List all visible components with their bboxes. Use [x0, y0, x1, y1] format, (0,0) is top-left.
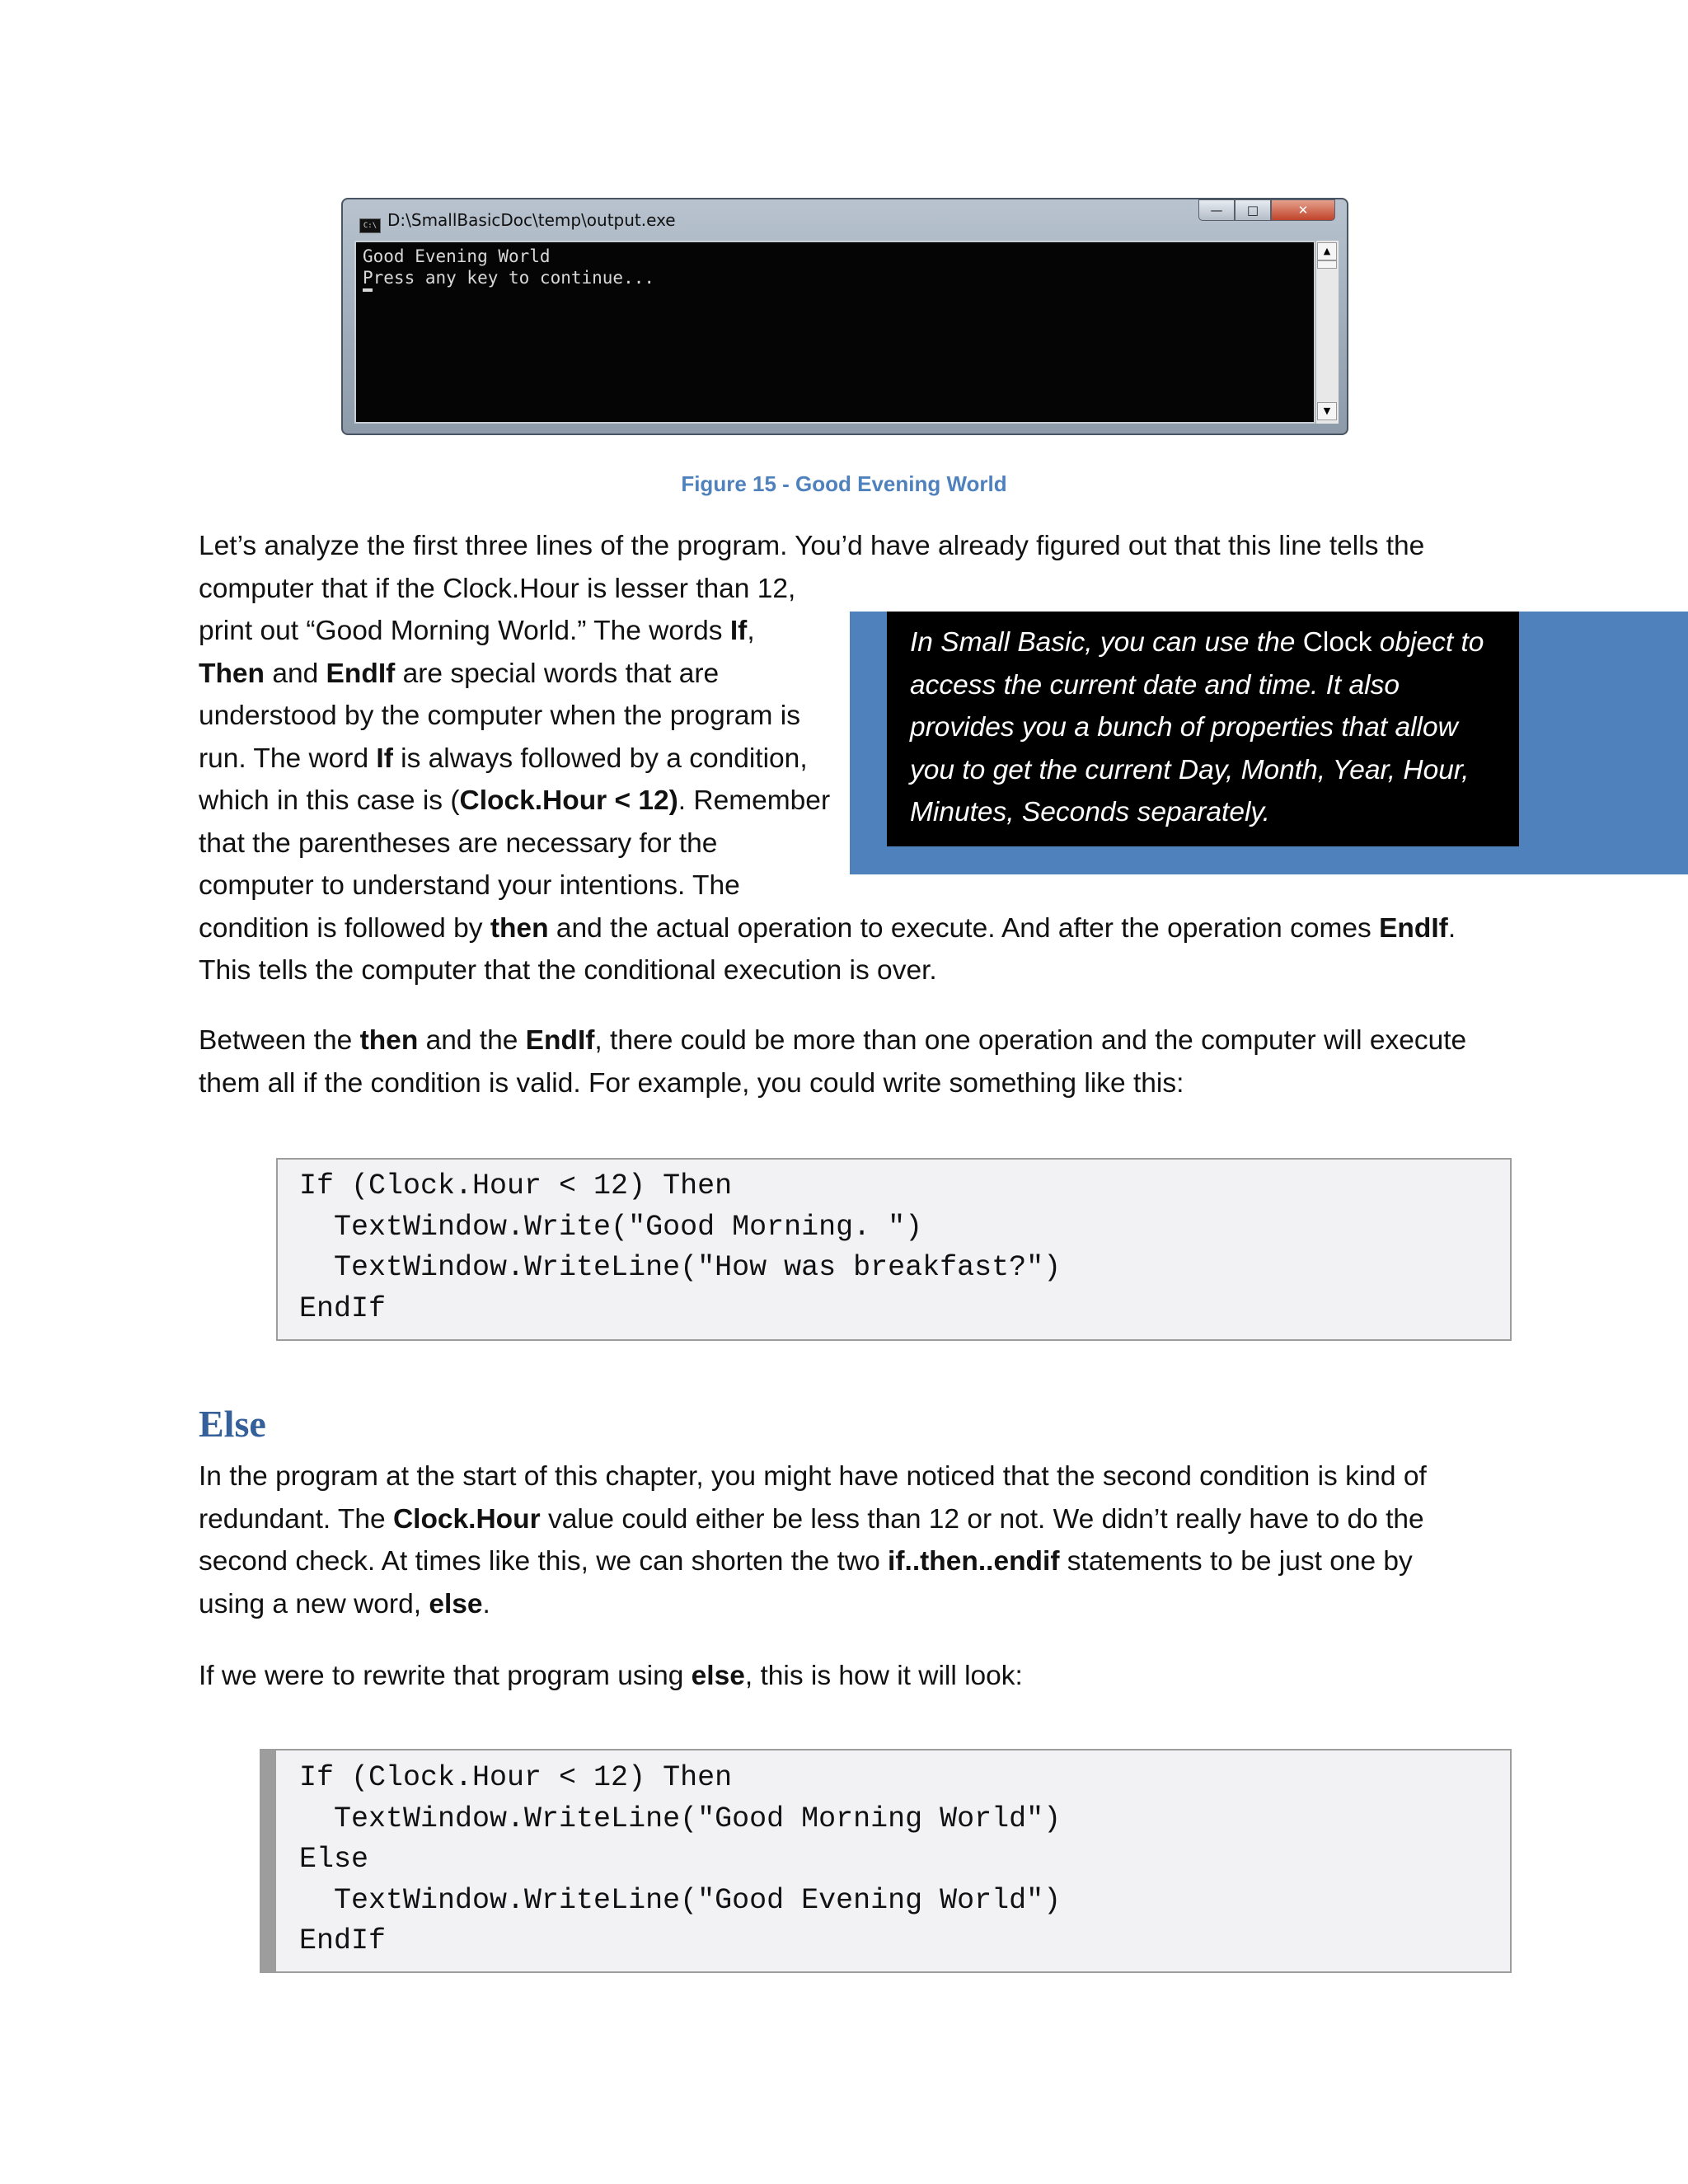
console-scrollbar[interactable] [1315, 241, 1339, 424]
text-span: . [482, 1588, 490, 1619]
note-line: access the current date and time. It also [910, 669, 1400, 701]
text-line: In the program at the start of this chapter, you might have noticed that the second condition is kind of [199, 1461, 1427, 1492]
text-line [199, 1498, 1427, 1541]
paragraph-else-intro [199, 1455, 1427, 1625]
text-span: value could either be less than 12 or not. We didn’t really have to do the [540, 1503, 1424, 1535]
scroll-up-icon[interactable]: ▲ [1317, 242, 1337, 260]
keyword-then: Then [199, 658, 265, 689]
text-span: is always followed by a condition, [392, 743, 808, 774]
close-icon[interactable]: ✕ [1271, 199, 1335, 221]
code-line: If (Clock.Hour < 12) Then [299, 1169, 733, 1202]
keyword-else: else [429, 1588, 483, 1619]
keyword-else: else [691, 1661, 745, 1691]
keyword-if: If [376, 743, 393, 774]
keyword-then: then [490, 912, 549, 944]
window-buttons [1198, 199, 1335, 223]
text-line: computer to understand your intentions. The [199, 870, 740, 901]
text-line: them all if the condition is valid. For example, you could write something like this: [199, 1067, 1184, 1099]
code-line: Else [299, 1843, 369, 1876]
text-span: , this is how it will look: [744, 1661, 1023, 1691]
note-line [910, 621, 1501, 664]
text-span: condition is followed by [199, 912, 490, 944]
code-line: TextWindow.WriteLine("Good Evening World") [299, 1883, 1062, 1917]
keyword-condition: Clock.Hour < 12) [459, 785, 678, 816]
text-span: are special words that are [395, 658, 720, 689]
text-line: that the parentheses are necessary for the [199, 827, 718, 859]
text-span: redundant. The [199, 1503, 393, 1535]
keyword-if-then-endif: if..then..endif [888, 1546, 1060, 1577]
code-line: TextWindow.Write("Good Morning. ") [299, 1210, 923, 1244]
text-line [199, 1655, 1023, 1698]
keyword-clock-hour: Clock.Hour [392, 1503, 541, 1535]
console-title-bar [359, 209, 676, 233]
code-line: EndIf [299, 1291, 387, 1325]
text-span: run. The word [199, 743, 377, 774]
text-span: using a new word, [199, 1588, 429, 1619]
text-span: object to [1372, 627, 1484, 658]
minimize-icon[interactable]: — [1198, 199, 1235, 221]
console-app-icon: C:\ [359, 218, 381, 233]
text-span: , [747, 616, 755, 646]
figure-caption: Figure 15 - Good Evening World [681, 471, 1007, 496]
text-line: computer that if the Clock.Hour is lesser than 12, [199, 573, 796, 604]
section-heading-else: Else [199, 1403, 266, 1445]
paragraph-multiple-operations [199, 1019, 1466, 1104]
text-span: and the [418, 1025, 526, 1056]
paragraph-rewrite [199, 1655, 1023, 1698]
text-span: statements to be just one by [1059, 1546, 1413, 1577]
text-line [199, 907, 1456, 950]
text-span: Between the [199, 1025, 360, 1056]
keyword-endif: EndIf [525, 1025, 595, 1056]
keyword-then: then [359, 1025, 419, 1056]
console-screen [354, 241, 1315, 424]
scroll-down-icon[interactable]: ▼ [1317, 402, 1337, 420]
text-line [199, 1540, 1427, 1583]
note-line: provides you a bunch of properties that allow [910, 712, 1458, 743]
code-block-example [276, 1158, 1512, 1341]
text-line [199, 1583, 1427, 1626]
code-block-else-example [260, 1749, 1512, 1973]
text-span: and the actual operation to execute. And after the operation comes [548, 912, 1380, 944]
keyword-endif: EndIf [326, 658, 396, 689]
text-span: , there could be more than one operation and the computer will execute [594, 1025, 1467, 1056]
text-span: which in this case is ( [199, 785, 460, 816]
note-line: you to get the current Day, Month, Year, Hour, [910, 754, 1470, 785]
text-line: This tells the computer that the conditional execution is over. [199, 955, 937, 986]
code-block-accent-bar [260, 1749, 276, 1973]
console-output [363, 246, 654, 288]
maximize-icon[interactable]: □ [1235, 199, 1271, 221]
scroll-thumb[interactable] [1317, 260, 1337, 269]
note-clock-word: Clock [1302, 627, 1372, 658]
text-span: print out “Good Morning World.” The words [199, 616, 730, 646]
text-line: Let’s analyze the first three lines of the program. You’d have already figured out that this line tells the [199, 531, 1425, 561]
code-line: EndIf [299, 1924, 387, 1957]
keyword-if: If [729, 616, 748, 646]
text-line: understood by the computer when the program is [199, 701, 800, 731]
text-span: and [265, 658, 326, 689]
text-span: In Small Basic, you can use the [910, 627, 1303, 658]
code-line: TextWindow.WriteLine("Good Morning World") [299, 1802, 1062, 1835]
note-line: Minutes, Seconds separately. [910, 797, 1270, 827]
text-span: second check. At times like this, we can shorten the two [199, 1546, 889, 1577]
text-span: . [1447, 912, 1456, 944]
console-window [341, 198, 1348, 435]
text-line [199, 1019, 1466, 1062]
text-span: If we were to rewrite that program using [199, 1661, 692, 1691]
clock-note [887, 612, 1519, 846]
keyword-endif: EndIf [1379, 912, 1448, 944]
console-title: D:\SmallBasicDoc\temp\output.exe [387, 210, 676, 230]
console-line-1: Good Evening World [363, 246, 551, 266]
code-line: TextWindow.WriteLine("How was breakfast?") [299, 1251, 1062, 1284]
console-cursor [363, 288, 373, 292]
console-line-2: Press any key to continue... [363, 268, 655, 288]
code-line: If (Clock.Hour < 12) Then [299, 1761, 733, 1794]
text-span: . Remember [678, 785, 831, 816]
